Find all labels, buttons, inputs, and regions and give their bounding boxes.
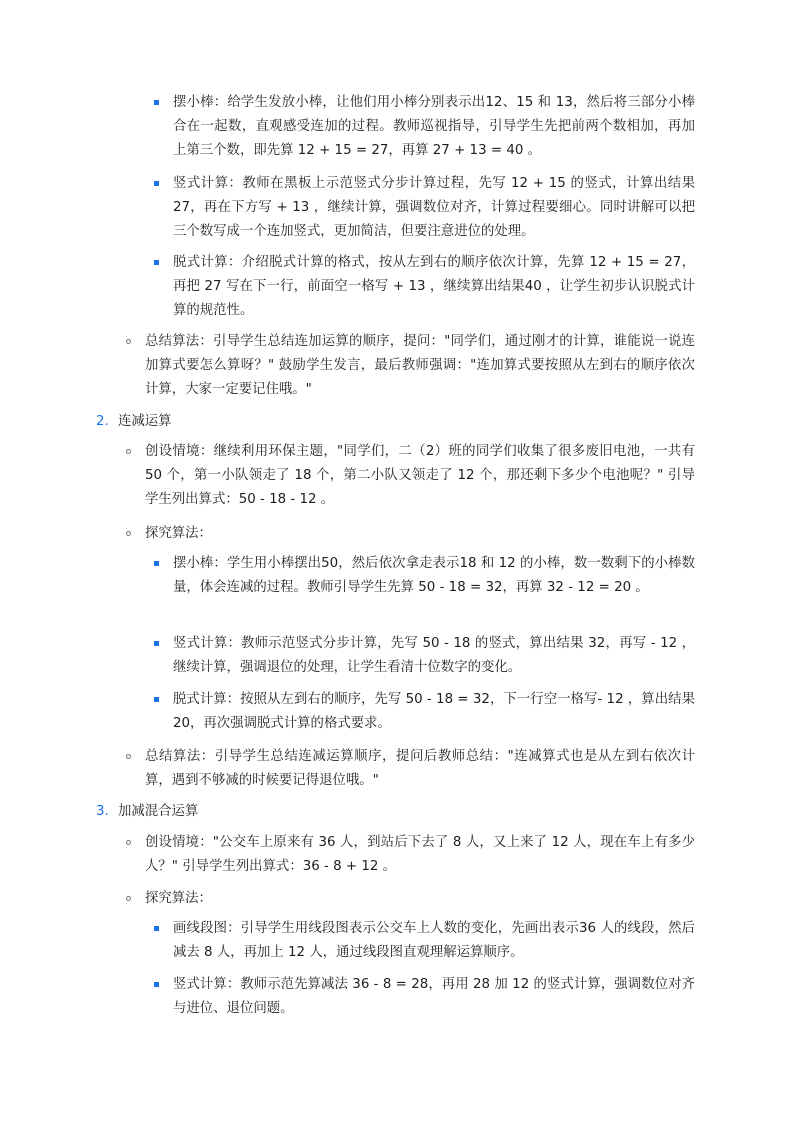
section-title: 连减运算 [118,414,172,429]
list-item: 摆小棒：给学生发放小棒，让他们用小棒分别表示出12、15 和 13，然后将三部分小棒合在一起数，直观感受连加的过程。教师巡视指导，引导学生先把前两个数相加，再加上第三个数，即先算 12 + 15 = 27，再算 27 + 13 = 40 。 [173,95,695,158]
summary-paragraph: 总结算法：引导学生总结连减运算顺序，提问后教师总结："连减算式也是从左到右依次计算，遇到不够减的时候要记得退位哦。" [145,749,695,788]
summary-paragraph: 总结算法：引导学生总结连加运算的顺序，提问："同学们，通过刚才的计算，谁能说一说连加算式要怎么算呀？" 鼓励学生发言，最后教师强调："连加算式要按照从左到右的顺序依次计算，大家一定要记住哦。" [145,334,695,397]
list-item: 竖式计算：教师示范竖式分步计算，先写 50 - 18 的竖式，算出结果 32，再写 - 12 ，继续计算，强调退位的处理，让学生看清十位数字的变化。 [173,636,695,675]
list-item: 竖式计算：教师在黑板上示范竖式分步计算过程，先写 12 + 15 的竖式，计算出结果 27，再在下方写 + 13 ，继续计算，强调数位对齐，计算过程要细心。同时讲解可以把三个数写成一个连加竖式，更加简洁，但要注意进位的处理。 [173,176,695,239]
section-title: 加减混合运算 [118,804,199,819]
section-number: 2. [96,414,109,429]
scenario-paragraph: 创设情境：继续利用环保主题，"同学们，二（2）班的同学们收集了很多废旧电池，一共有 50 个，第一小队领走了 18 个，第二小队又领走了 12 个，那还剩下多少个电池呢？" 引导学生列出算式：50 - 18 - 12 。 [145,444,695,507]
bullet-circle [126,531,131,536]
bullet-square [154,181,159,186]
bullet-square [154,926,159,931]
bullet-square [154,641,159,646]
list-item: 脱式计算：按照从左到右的顺序，先写 50 - 18 = 32，下一行空一格写- 12 ，算出结果 20，再次强调脱式计算的格式要求。 [173,692,695,731]
bullet-square [154,100,159,105]
bullet-square [154,697,159,702]
bullet-square [154,982,159,987]
bullet-circle [126,840,131,845]
bullet-square [154,561,159,566]
bullet-circle [126,896,131,901]
scenario-paragraph: 创设情境："公交车上原来有 36 人，到站后下去了 8 人，又上来了 12 人，现在车上有多少人？" 引导学生列出算式：36 - 8 + 12 。 [145,835,695,874]
bullet-square [154,260,159,265]
bullet-circle [126,339,131,344]
section-number: 3. [96,804,109,819]
bullet-circle [126,754,131,759]
list-item: 画线段图：引导学生用线段图表示公交车上人数的变化，先画出表示36 人的线段，然后减去 8 人，再加上 12 人，通过线段图直观理解运算顺序。 [173,921,695,960]
explore-heading: 探究算法： [145,891,212,906]
list-item: 摆小棒：学生用小棒摆出50，然后依次拿走表示18 和 12 的小棒，数一数剩下的小棒数量，体会连减的过程。教师引导学生先算 50 - 18 = 32，再算 32 - 12 = 20 。 [173,556,695,595]
bullet-circle [126,449,131,454]
list-item: 脱式计算：介绍脱式计算的格式，按从左到右的顺序依次计算，先算 12 + 15 = 27，再把 27 写在下一行，前面空一格写 + 13 ，继续算出结果40 ，让学生初步认识脱式计算的规范性。 [173,255,695,318]
list-item: 竖式计算：教师示范先算减法 36 - 8 = 28，再用 28 加 12 的竖式计算，强调数位对齐与进位、退位问题。 [173,977,695,1016]
explore-heading: 探究算法： [145,526,212,541]
